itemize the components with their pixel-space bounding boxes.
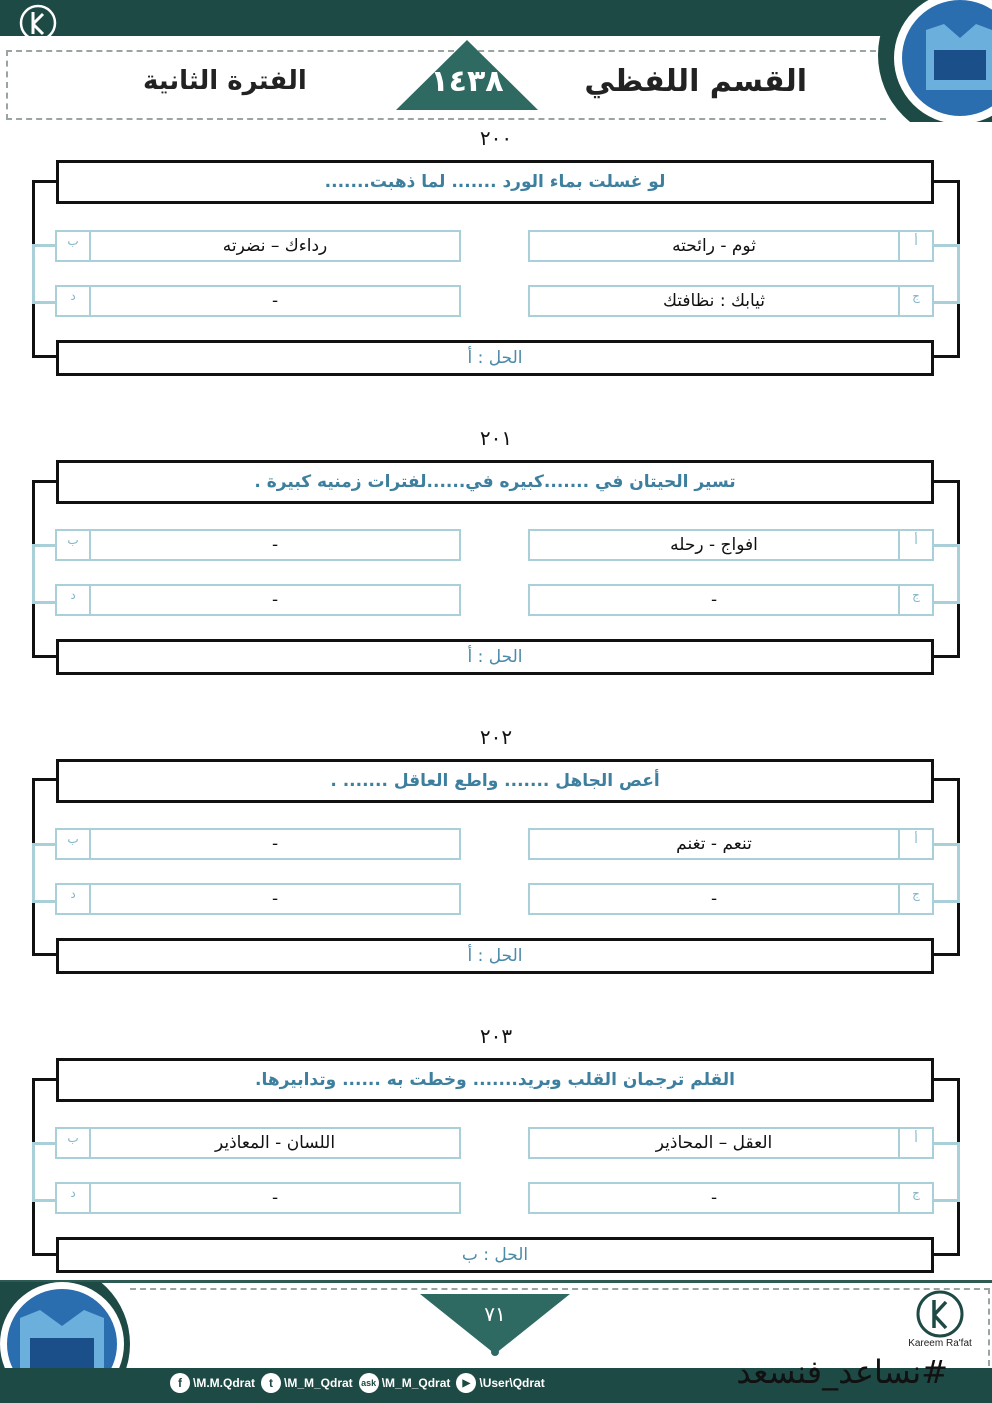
hashtag: #نساعد_فنسعد (736, 1353, 948, 1391)
question-box (56, 759, 934, 803)
option-letter: د (57, 586, 91, 614)
option-b[interactable] (55, 1127, 461, 1159)
option-letter: ج (898, 586, 932, 614)
option-b[interactable] (55, 230, 461, 262)
question-number: ٢٠١ (479, 426, 513, 450)
option-c[interactable] (528, 584, 934, 616)
brand-k-logo-icon (18, 3, 58, 43)
option-text: - (710, 889, 718, 909)
social-facebook[interactable] (170, 1373, 255, 1393)
option-d[interactable] (55, 584, 461, 616)
question-box (56, 1058, 934, 1102)
page-number: ٧١ (484, 1302, 506, 1326)
option-b[interactable] (55, 529, 461, 561)
social-handle: \M_M_Qdrat (284, 1376, 353, 1390)
facebook-icon: f (170, 1373, 190, 1393)
option-text: - (710, 590, 718, 610)
header-band (0, 0, 992, 36)
option-text: - (271, 590, 279, 610)
option-a[interactable] (528, 828, 934, 860)
year-label: ١٤٣٨ (430, 64, 504, 99)
options-bracket-right (932, 544, 960, 604)
option-text: - (271, 535, 279, 555)
answer-box (56, 938, 934, 974)
option-text: - (710, 1188, 718, 1208)
brand-k-logo-icon (912, 1288, 968, 1344)
option-letter: ج (898, 287, 932, 315)
option-b[interactable] (55, 828, 461, 860)
option-letter: ب (57, 232, 91, 260)
academy-logo-icon (864, 0, 992, 122)
option-c[interactable] (528, 1182, 934, 1214)
option-text: رداءك – نضرته (222, 236, 328, 256)
option-letter: ب (57, 830, 91, 858)
answer-box (56, 639, 934, 675)
answer-box (56, 340, 934, 376)
question-box (56, 460, 934, 504)
question-text: لو غسلت بماء الورد ....... لما ذهبت....... (324, 172, 666, 192)
social-handle: \M.M.Qdrat (193, 1376, 255, 1390)
youtube-icon: ▶ (456, 1373, 476, 1393)
option-letter: أ (898, 232, 932, 260)
answer-text: الحل : أ (467, 647, 523, 667)
option-text: اللسان - المعاذير (214, 1133, 336, 1153)
answer-text: الحل : ب (461, 1245, 529, 1265)
options-bracket-right (932, 244, 960, 304)
social-handle: \M_M_Qdrat (381, 1376, 451, 1390)
option-letter: أ (898, 1129, 932, 1157)
option-letter: ب (57, 1129, 91, 1157)
answer-text: الحل : أ (467, 946, 523, 966)
ask-icon: ask (359, 1373, 379, 1393)
social-links (170, 1373, 545, 1393)
option-text: تنعم - تغنم (676, 834, 752, 854)
option-a[interactable] (528, 1127, 934, 1159)
option-d[interactable] (55, 285, 461, 317)
option-letter: د (57, 885, 91, 913)
question-number: ٢٠٣ (479, 1024, 513, 1048)
option-text: - (271, 291, 279, 311)
options-bracket-right (932, 843, 960, 903)
twitter-icon: t (261, 1373, 281, 1393)
social-twitter[interactable] (261, 1373, 353, 1393)
footer-divider (0, 1280, 992, 1283)
option-text: - (271, 889, 279, 909)
option-letter: أ (898, 830, 932, 858)
option-letter: ج (898, 885, 932, 913)
social-youtube[interactable] (456, 1373, 544, 1393)
option-c[interactable] (528, 285, 934, 317)
option-d[interactable] (55, 1182, 461, 1214)
option-letter: أ (898, 531, 932, 559)
answer-box (56, 1237, 934, 1273)
brand-name-top: Kareem Ra'fat (6, 38, 64, 48)
option-letter: د (57, 1184, 91, 1212)
question-text: تسير الحيتان في .......كبيره في......لفترات زمنيه كبيرة . (254, 472, 736, 492)
question-number: ٢٠٠ (479, 126, 513, 150)
option-text: ثيابك : نظافتك (662, 291, 766, 311)
option-text: ثوم - رائحته (672, 236, 756, 256)
option-letter: ج (898, 1184, 932, 1212)
social-ask[interactable] (359, 1373, 451, 1393)
option-letter: د (57, 287, 91, 315)
question-text: القلم ترجمان القلب وبريد....... وخطت به ...... وتدابيرها. (255, 1070, 735, 1090)
options-bracket-right (932, 1142, 960, 1202)
option-text: افواج - رحله (670, 535, 758, 555)
answer-text: الحل : أ (467, 348, 523, 368)
social-handle: \User\Qdrat (479, 1376, 545, 1390)
option-c[interactable] (528, 883, 934, 915)
section-title: القسم اللفظي (584, 64, 807, 99)
question-text: أعص الجاهل ....... واطع العاقل ....... . (330, 771, 660, 791)
option-a[interactable] (528, 230, 934, 262)
option-d[interactable] (55, 883, 461, 915)
option-letter: ب (57, 531, 91, 559)
option-text: - (271, 1188, 279, 1208)
question-box (56, 160, 934, 204)
option-a[interactable] (528, 529, 934, 561)
option-text: العقل – المحاذير (655, 1133, 773, 1153)
option-text: - (271, 834, 279, 854)
period-title: الفترة الثانية (143, 66, 307, 96)
question-number: ٢٠٢ (479, 725, 513, 749)
brand-name-bottom: Kareem Ra'fat (908, 1338, 972, 1349)
